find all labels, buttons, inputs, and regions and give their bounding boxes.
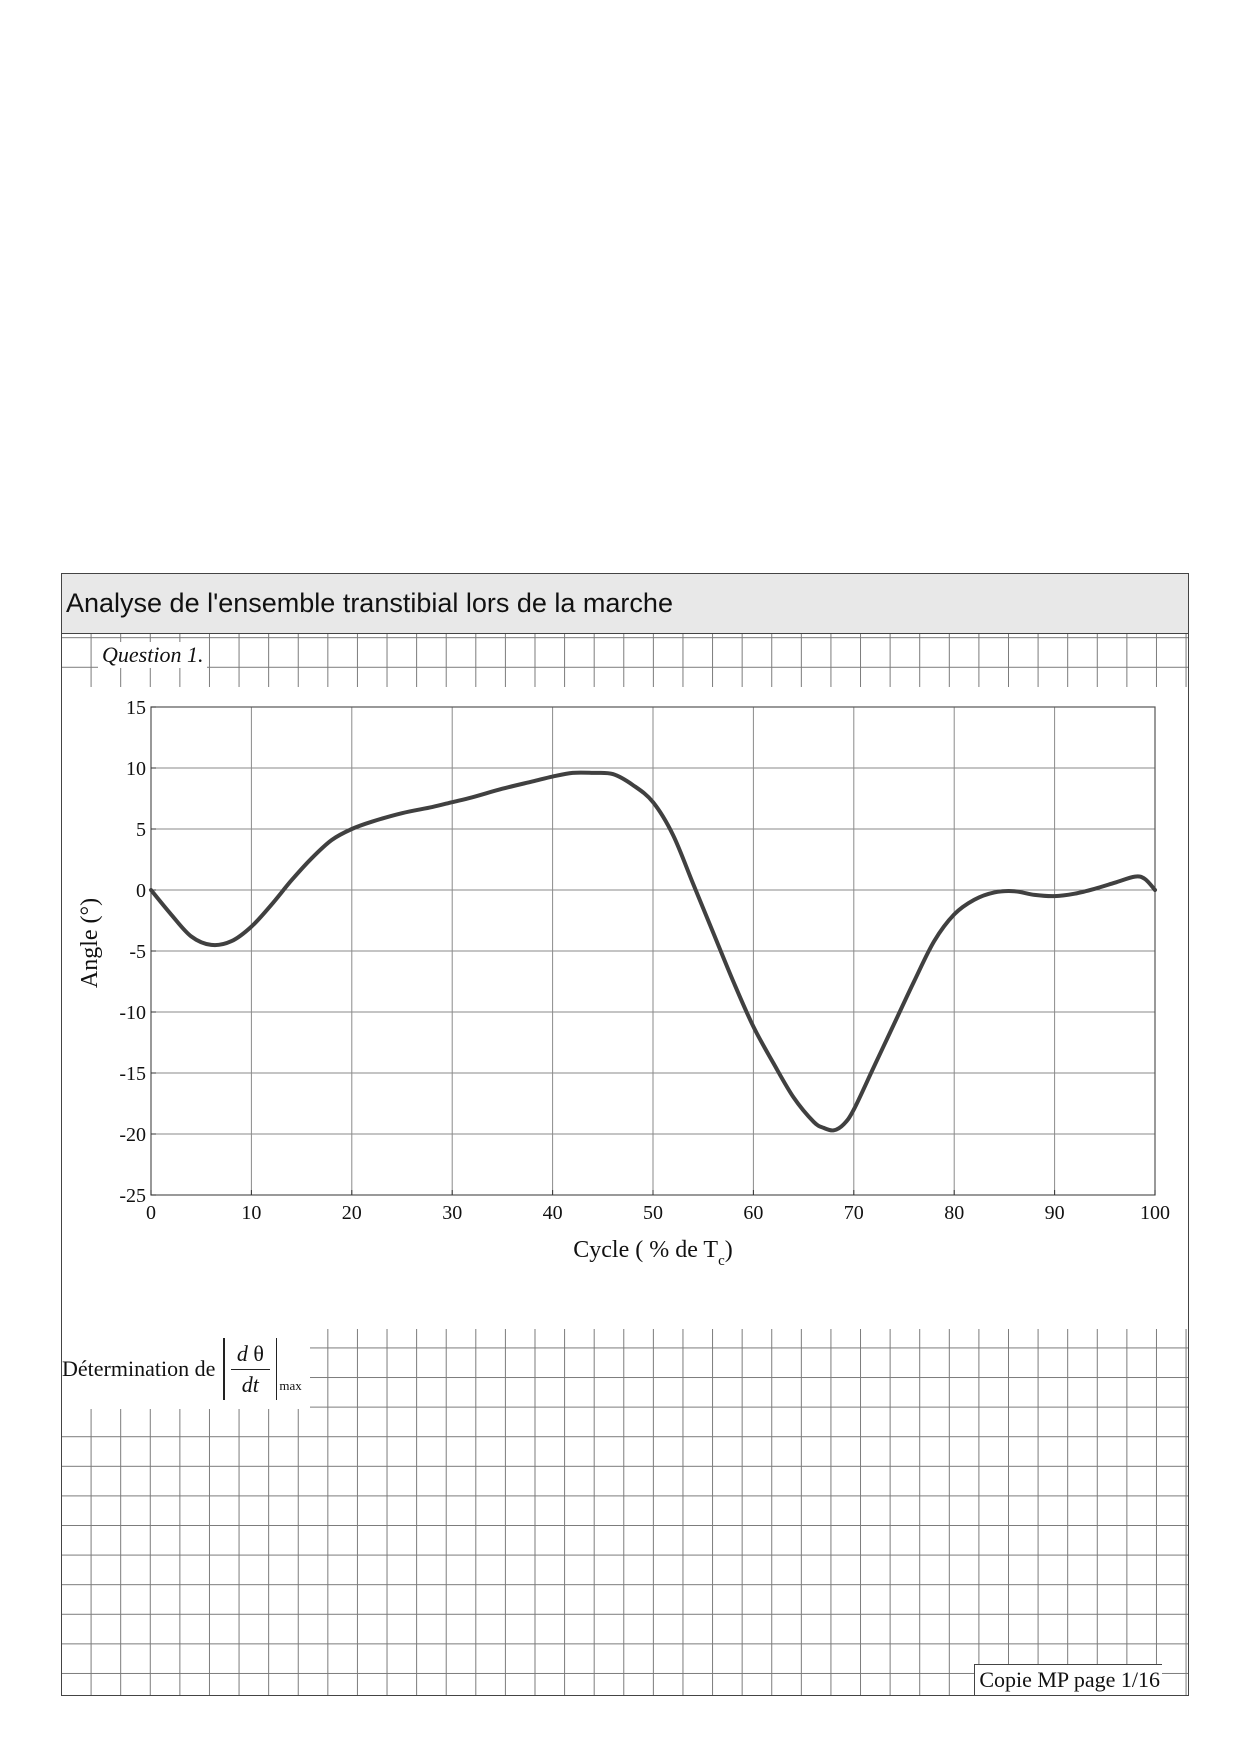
y-tick-label: -15 — [119, 1063, 146, 1085]
x-tick-label: 90 — [1044, 1202, 1065, 1224]
x-tick-label: 50 — [643, 1202, 663, 1224]
y-tick-label: 0 — [136, 880, 146, 902]
derivative-fraction — [225, 1341, 276, 1398]
y-tick-label: -5 — [129, 941, 146, 963]
determination-block — [62, 1329, 310, 1409]
x-tick-label: 30 — [442, 1202, 463, 1224]
y-axis-label: Angle (°) — [77, 897, 103, 989]
x-tick-label: 10 — [241, 1202, 262, 1224]
answer-box — [61, 573, 1189, 1696]
x-tick-label: 20 — [341, 1202, 362, 1224]
y-tick-label: -10 — [119, 1002, 146, 1024]
x-tick-label: 60 — [743, 1202, 764, 1224]
numerator-d: d — [236, 1340, 248, 1366]
x-tick-label: 70 — [843, 1202, 864, 1224]
abs-bar-right — [276, 1338, 278, 1400]
y-tick-label: 5 — [136, 819, 146, 841]
numerator-theta: θ — [253, 1340, 264, 1366]
question-label: Question 1. — [98, 642, 207, 668]
y-tick-label: 10 — [126, 758, 146, 780]
fraction-numerator — [231, 1341, 270, 1370]
y-tick-label: 15 — [126, 697, 146, 719]
fraction-denominator — [236, 1370, 265, 1398]
chart — [62, 687, 1189, 1329]
page-number: Copie MP page 1/16 — [974, 1664, 1162, 1695]
determination-label: Détermination de — [62, 1356, 216, 1381]
x-tick-label: 40 — [542, 1202, 563, 1224]
x-axis-label: Cycle ( % de $T_c$) — [573, 1237, 733, 1269]
x-tick-label: 0 — [146, 1202, 156, 1224]
denominator-dt: dt — [241, 1371, 259, 1397]
y-tick-label: -20 — [119, 1124, 146, 1146]
angle-chart-svg — [62, 687, 1189, 1329]
derivative-expression — [223, 1338, 301, 1400]
x-tick-label: 100 — [1140, 1202, 1170, 1224]
x-tick-label: 80 — [944, 1202, 965, 1224]
subscript-max: max — [279, 1378, 302, 1393]
section-title: Analyse de l'ensemble transtibial lors de la marche — [62, 574, 1188, 634]
y-tick-label: -25 — [119, 1185, 146, 1207]
